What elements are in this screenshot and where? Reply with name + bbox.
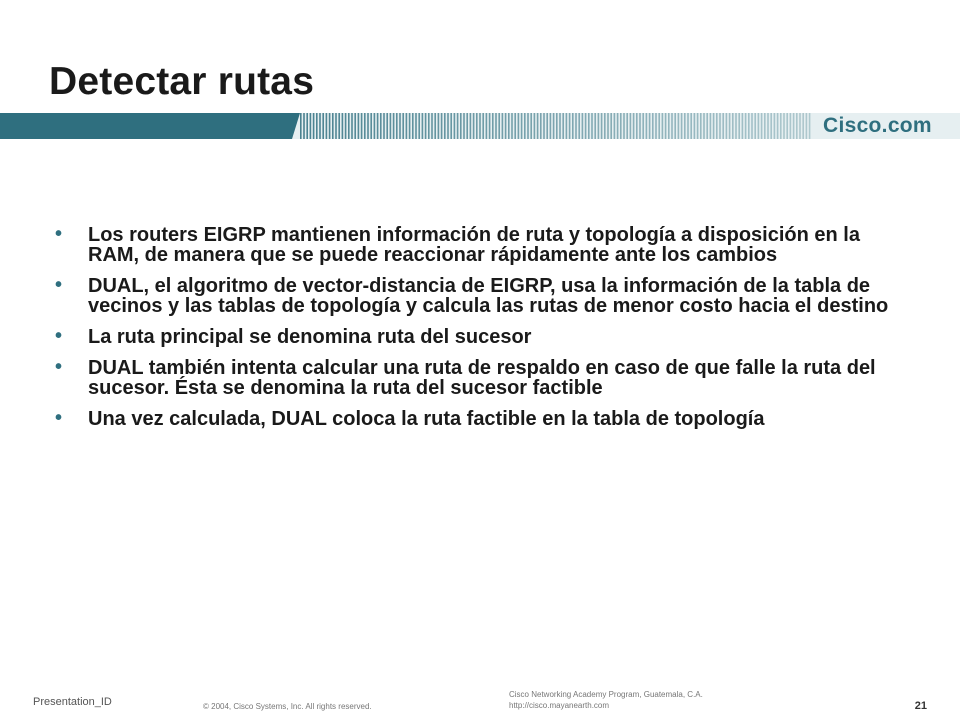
header-band-stripe [418,113,420,139]
header-band-stripe [316,113,318,139]
header-band-stripe [492,113,494,139]
header-band-stripe [444,113,446,139]
header-band-stripe [386,113,388,139]
bullet-list [55,225,915,440]
header-band-stripe [684,113,686,139]
header-band-stripe [569,113,571,139]
header-band-stripe [809,113,811,139]
header-band-stripe [354,113,356,139]
header-band-stripe [687,113,689,139]
header-band-stripe [617,113,619,139]
header-band-stripe [473,113,475,139]
header-band-stripe [646,113,648,139]
header-band-stripe [505,113,507,139]
header-band-stripe [604,113,606,139]
header-band-stripe [310,113,312,139]
header-band-stripe [537,113,539,139]
header-band-stripe [796,113,798,139]
header-band-stripe [729,113,731,139]
header-band-stripe [460,113,462,139]
header-band-stripe [585,113,587,139]
header-band-stripe [447,113,449,139]
header-band-stripe [786,113,788,139]
footer-page-number: 21 [914,700,927,712]
header-band-stripe [578,113,580,139]
header-band-stripe [626,113,628,139]
header-band-stripe [735,113,737,139]
header-band-stripe [326,113,328,139]
header-band-stripe [351,113,353,139]
header-band-stripe [367,113,369,139]
header-band-stripe [303,113,305,139]
header-band-stripe [463,113,465,139]
header-band-stripe [620,113,622,139]
bullet-dot-icon: • [55,407,63,429]
header-band-stripe [642,113,644,139]
header-band-stripe [748,113,750,139]
header-band-stripe [553,113,555,139]
header-band-stripe [649,113,651,139]
header-band-stripe [703,113,705,139]
header-band-stripe [713,113,715,139]
header-band-stripe [428,113,430,139]
header-band-stripe [681,113,683,139]
header-band-stripe [502,113,504,139]
header-band-stripe [665,113,667,139]
footer-academy-info [509,689,703,711]
bullet-dot-icon: • [55,356,63,378]
header-band-stripe [764,113,766,139]
header-band-stripe [364,113,366,139]
footer-presentation-id: Presentation_ID [33,696,112,708]
bullet-item [55,358,915,398]
header-band-stripe [550,113,552,139]
header-band-stripe [393,113,395,139]
header-band-stripe [761,113,763,139]
header-band-stripe [636,113,638,139]
header-band-solid-segment [0,113,290,139]
header-band-stripe [300,113,302,139]
header-band-stripe [543,113,545,139]
footer-academy-name: Cisco Networking Academy Program, Guatemala, C.A. [509,690,703,699]
header-band-stripe [559,113,561,139]
header-band-stripe [399,113,401,139]
header-band-stripe [652,113,654,139]
header-band-stripe [322,113,324,139]
header-band-stripe [374,113,376,139]
header-band-stripe [454,113,456,139]
header-band-stripe [607,113,609,139]
header-band-stripe [598,113,600,139]
header-band-stripe [370,113,372,139]
header-band-stripe [514,113,516,139]
header-band-stripe [313,113,315,139]
header-band-stripe [332,113,334,139]
bullet-text: Los routers EIGRP mantienen información de ruta y topología a disposición en la RAM, de manera que se puede reaccionar rápidamente ante los cambios [88,224,860,266]
header-band-stripe [329,113,331,139]
header-band-stripe [770,113,772,139]
header-band-stripe [655,113,657,139]
header-band-stripe [697,113,699,139]
header-band-stripe [799,113,801,139]
footer-copyright: © 2004, Cisco Systems, Inc. All rights reserved. [203,702,372,711]
header-band-stripe [806,113,808,139]
header-band-stripe [511,113,513,139]
header-band-stripe [780,113,782,139]
bullet-dot-icon: • [55,274,63,296]
bullet-item [55,225,915,265]
header-band-stripe [716,113,718,139]
header-band-stripe [633,113,635,139]
header-band-stripe [377,113,379,139]
header-band-stripe [498,113,500,139]
footer-academy-url: http://cisco.mayanearth.com [509,701,610,710]
header-band-stripe [527,113,529,139]
header-band-stripe [406,113,408,139]
header-band-stripe [402,113,404,139]
header-band-stripe [495,113,497,139]
header-band-stripe [790,113,792,139]
header-band-stripe [521,113,523,139]
header-band-stripe [767,113,769,139]
header-band-stripe [425,113,427,139]
header-band-stripe [335,113,337,139]
header-band-stripe [540,113,542,139]
header-band-stripe [700,113,702,139]
header-band-stripe [476,113,478,139]
header-band-stripe [802,113,804,139]
header-band-stripe [306,113,308,139]
header-band-stripe [668,113,670,139]
header-band-stripe [562,113,564,139]
header-band-stripe [479,113,481,139]
header-band-stripe [486,113,488,139]
header-band-stripe [690,113,692,139]
header-band-stripe [482,113,484,139]
header-band-stripe [601,113,603,139]
header-band-stripe [396,113,398,139]
header-band-stripe [508,113,510,139]
header-band-stripe [742,113,744,139]
header-band-stripe [678,113,680,139]
header-band-stripe [524,113,526,139]
header-band-stripe [342,113,344,139]
header-band-stripe [556,113,558,139]
header-band-stripe [546,113,548,139]
header-band [0,113,960,139]
header-band-graphic [0,113,960,139]
header-band-stripe [489,113,491,139]
header-band-stripe [594,113,596,139]
header-band-stripe [793,113,795,139]
header-band-stripe [345,113,347,139]
header-band-stripes [290,113,810,139]
header-band-stripe [415,113,417,139]
header-band-stripe [738,113,740,139]
header-band-stripe [671,113,673,139]
header-band-stripe [639,113,641,139]
header-band-stripe [319,113,321,139]
header-band-stripe [348,113,350,139]
header-band-stripe [450,113,452,139]
bullet-item [55,409,915,429]
header-band-stripe [783,113,785,139]
header-band-stripe [412,113,414,139]
header-band-stripe [591,113,593,139]
header-band-stripe [566,113,568,139]
bullet-dot-icon: • [55,325,63,347]
header-band-stripe [719,113,721,139]
header-band-stripe [732,113,734,139]
header-band-stripe [588,113,590,139]
header-band-stripe [422,113,424,139]
header-band-stripe [726,113,728,139]
bullet-text: DUAL, el algoritmo de vector-distancia de EIGRP, usa la información de la tabla de vecinos y las tablas de topología y calcula las rutas de menor costo hacia el destino [88,275,889,317]
cisco-logo: Cisco.com [823,114,932,137]
header-band-stripe [338,113,340,139]
header-band-stripe [623,113,625,139]
header-band-stripe [534,113,536,139]
header-band-stripe [575,113,577,139]
header-band-stripe [518,113,520,139]
header-band-stripe [530,113,532,139]
header-band-stripe [751,113,753,139]
bullet-dot-icon: • [55,223,63,245]
header-band-stripe [431,113,433,139]
header-band-stripe [777,113,779,139]
header-band-stripe [630,113,632,139]
header-band-stripe [710,113,712,139]
header-band-stripe [694,113,696,139]
header-band-stripe [572,113,574,139]
header-band-stripe [438,113,440,139]
header-band-stripe [722,113,724,139]
header-band-stripe [614,113,616,139]
header-band-stripe [662,113,664,139]
slide-title: Detectar rutas [49,60,315,103]
header-band-stripe [466,113,468,139]
bullet-text: La ruta principal se denomina ruta del sucesor [88,326,532,348]
header-band-stripe [582,113,584,139]
header-band-stripe [754,113,756,139]
header-band-stripe [380,113,382,139]
header-band-stripe [674,113,676,139]
bullet-item [55,276,915,316]
header-band-stripe [658,113,660,139]
bullet-text: DUAL también intenta calcular una ruta de respaldo en caso de que falle la ruta del sucesor. Ésta se denomina la ruta del sucesor factible [88,357,876,399]
header-band-stripe [441,113,443,139]
header-band-stripe [409,113,411,139]
header-band-stripe [457,113,459,139]
bullet-item [55,327,915,347]
header-band-stripe [434,113,436,139]
header-band-stripe [390,113,392,139]
header-band-stripe [361,113,363,139]
header-band-stripe [745,113,747,139]
bullet-text: Una vez calculada, DUAL coloca la ruta factible en la tabla de topología [88,408,765,430]
header-band-stripe [774,113,776,139]
header-band-stripe [706,113,708,139]
header-band-stripe [470,113,472,139]
header-band-stripe [758,113,760,139]
header-band-stripe [610,113,612,139]
header-band-stripe [383,113,385,139]
header-band-stripe [358,113,360,139]
